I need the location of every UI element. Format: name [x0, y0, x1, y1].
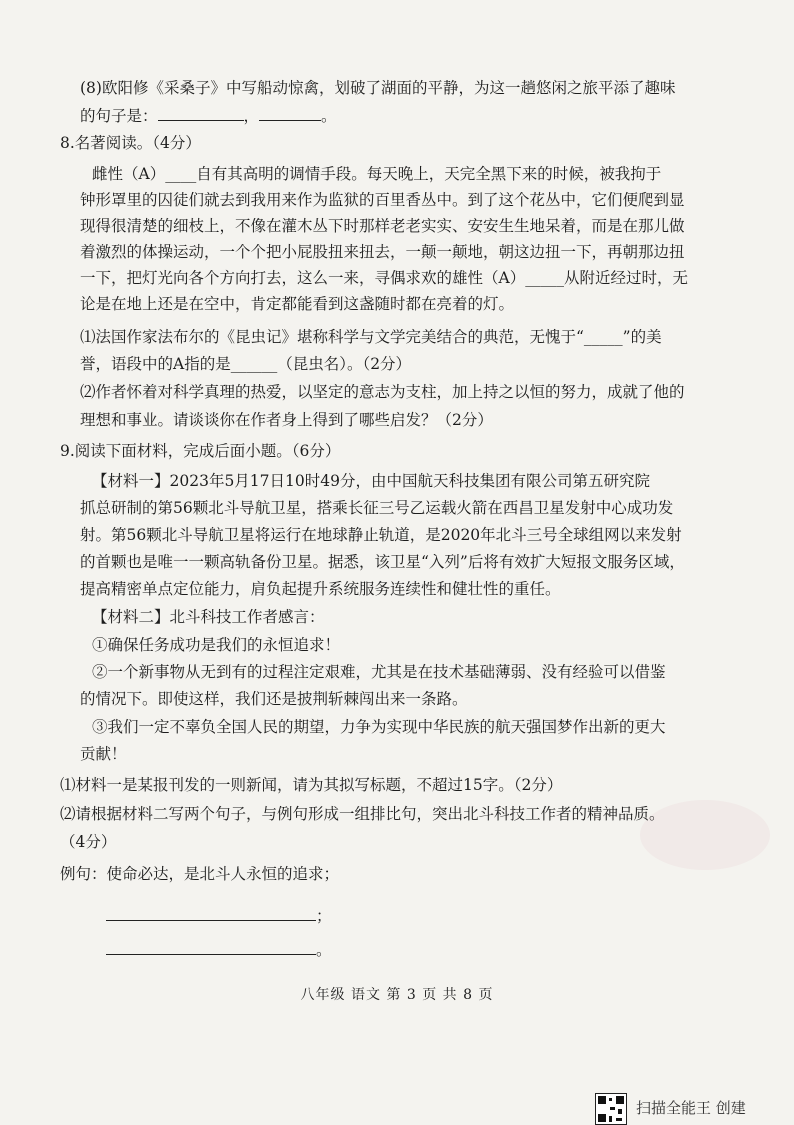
q8-title: 8.名著阅读。（4分）: [60, 134, 201, 152]
q7-8-line2: [80, 106, 337, 126]
q8-sub2-line2: 理想和事业。请谈谈你在作者身上得到了哪些启发？（2分）: [80, 411, 493, 429]
q9-material2-line: ③我们一定不辜负全国人民的期望，力争为实现中华民族的航天强国梦作出新的更大: [92, 718, 666, 736]
q8-sub1-line2: 誉，语段中的A指的是______（昆虫名）。（2分）: [80, 355, 412, 373]
q9-material1-line: 射。第56颗北斗导航卫星将运行在地球静止轨道，是2020年北斗三号全球组网以来发射: [80, 526, 682, 544]
terminator: 。: [316, 941, 332, 959]
q9-material1-line: 的首颗也是唯一一颗高轨备份卫星。据悉，该卫星“入列”后将有效扩大短报文服务区域，: [80, 553, 685, 571]
q8-sub2-line1: ⑵作者怀着对科学真理的热爱，以坚定的意志为支柱，加上持之以恒的努力，成就了他的: [80, 383, 685, 401]
q9-example: 例句：使命必达，是北斗人永恒的追求；: [60, 865, 340, 883]
q9-sub1: ⑴材料一是某报刊发的一则新闻，请为其拟写标题，不超过15字。（2分）: [60, 776, 563, 794]
terminator: ；: [316, 907, 332, 925]
q9-title: 9.阅读下面材料，完成后面小题。（6分）: [60, 442, 341, 460]
q8-passage-line: 着激烈的体操运动，一个个把小屁股扭来扭去，一颠一颠地，朝这边扭一下，再朝那边扭: [80, 243, 685, 261]
q8-passage-line: 论是在地上还是在空中，肯定都能看到这盏随时都在亮着的灯。: [80, 295, 515, 313]
q8-passage-line: 雌性（A）____自有其高明的调情手段。每天晚上，天完全黑下来的时候，被我拘于: [92, 165, 662, 183]
terminator: 。: [321, 107, 337, 125]
q8-passage-line: 钟形罩里的囚徒们就去到我用来作为监狱的百里香丛中。到了这个花丛中，它们便爬到显: [80, 191, 685, 209]
q9-material2-line: ①确保任务成功是我们的永恒追求！: [92, 636, 341, 654]
q9-material1-line: 【材料一】2023年5月17日10时49分，由中国航天科技集团有限公司第五研究院: [92, 472, 650, 490]
q9-material1-line: 提高精密单点定位能力，肩负起提升系统服务连续性和健壮性的重任。: [80, 580, 561, 598]
q7-8-line1: (8)欧阳修《采桑子》中写船动惊禽，划破了湖面的平静，为这一趟悠闲之旅平添了趣味: [80, 79, 676, 97]
qr-code-icon: [595, 1093, 627, 1125]
q9-material2-line: 的情况下。即使这样，我们还是披荆斩棘闯出来一条路。: [80, 690, 468, 708]
q9-sub2-line2: （4分）: [60, 833, 117, 851]
q9-material2-head: 【材料二】北斗科技工作者感言：: [92, 608, 325, 626]
q9-sub2-line1: ⑵请根据材料二写两个句子，与例句形成一组排比句，突出北斗科技工作者的精神品质。: [60, 805, 665, 823]
separator: ，: [243, 107, 260, 125]
q8-passage-line: 一下，把灯光向各个方向打去，这么一来，寻偶求欢的雄性（A）_____从附近经过时，无: [80, 269, 688, 287]
q9-answer-line2: [106, 940, 332, 960]
q9-material1-line: 抓总研制的第56颗北斗导航卫星，搭乘长征三号乙运载火箭在西昌卫星发射中心成功发: [80, 499, 674, 517]
answer-blank[interactable]: [106, 906, 316, 921]
answer-blank[interactable]: [259, 106, 321, 121]
q9-material2-line: 贡献！: [80, 745, 127, 763]
q9-material2-line: ②一个新事物从无到有的过程注定艰难，尤其是在技术基础薄弱、没有经验可以借鉴: [92, 663, 666, 681]
q7-8-prompt: 的句子是：: [80, 107, 158, 125]
q9-answer-line1: [106, 906, 332, 926]
answer-blank[interactable]: [106, 940, 316, 955]
page-footer: 八年级 语文 第 3 页 共 8 页: [300, 987, 494, 1003]
answer-blank[interactable]: [158, 106, 244, 121]
q8-passage-line: 现得很清楚的细枝上，不像在灌木丛下时那样老老实实、安安生生地呆着，而是在那儿做: [80, 217, 685, 235]
scanner-brand: 扫描全能王 创建: [636, 1099, 746, 1117]
q8-sub1-line1: ⑴法国作家法布尔的《昆虫记》堪称科学与文学完美结合的典范，无愧于“_____”的美: [80, 328, 662, 346]
